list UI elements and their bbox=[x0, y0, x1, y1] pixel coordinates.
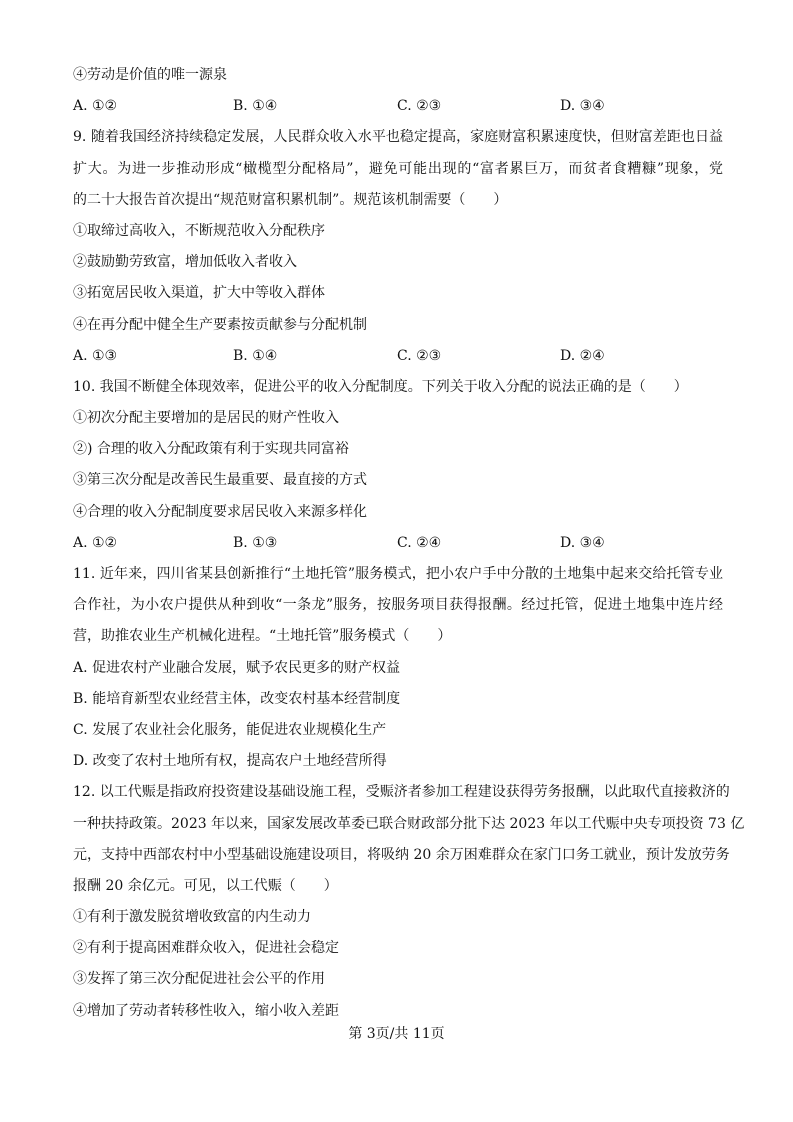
q8-options bbox=[73, 95, 723, 126]
q10-item-4: ④合理的收入分配制度要求居民收入来源多样化 bbox=[73, 503, 367, 520]
q9-option-b: B. ①④ bbox=[233, 347, 278, 364]
q10-item-2: ②) 合理的收入分配政策有利于实现共同富裕 bbox=[73, 441, 349, 458]
q12-stem-line: 一种扶持政策。2023 年以来，国家发展改革委已联合财政部分批下达 2023 年以工代赈中央专项投资 73 亿 bbox=[73, 815, 745, 832]
page-footer: 第 3页/共 11页 bbox=[348, 1026, 445, 1042]
q8-option-c: C. ②③ bbox=[397, 98, 442, 115]
q12-item-3: ③发挥了第三次分配促进社会公平的作用 bbox=[73, 971, 325, 988]
q10-option-a: A. ①② bbox=[73, 534, 118, 551]
q12-stem-line: 12. 以工代赈是指政府投资建设基础设施工程，受赈济者参加工程建设获得劳务报酬，以此取代直接救济的 bbox=[73, 784, 730, 801]
q9-stem-line: 的二十大报告首次提出“规范财富积累机制”。规范该机制需要（ ） bbox=[73, 191, 508, 208]
q10-option-b: B. ①③ bbox=[233, 534, 278, 551]
q12-item-1: ①有利于激发脱贫增收致富的内生动力 bbox=[73, 909, 311, 926]
q11-choice-b: B. 能培育新型农业经营主体，改变农村基本经营制度 bbox=[73, 690, 401, 707]
q11-choice-d: D. 改变了农村土地所有权，提高农户土地经营所得 bbox=[73, 753, 387, 770]
q12-item-4: ④增加了劳动者转移性收入，缩小收入差距 bbox=[73, 1002, 339, 1019]
q9-options bbox=[73, 345, 723, 376]
q8-option-d: D. ③④ bbox=[560, 98, 605, 115]
q9-item-1: ①取缔过高收入，不断规范收入分配秩序 bbox=[73, 222, 325, 239]
q10-item-3: ③第三次分配是改善民生最重要、最直接的方式 bbox=[73, 472, 367, 489]
q10-option-c: C. ②④ bbox=[397, 534, 442, 551]
q11-stem-line: 11. 近年来，四川省某县创新推行“土地托管”服务模式，把小农户手中分散的土地集中起来交给托管专业 bbox=[73, 566, 723, 582]
q8-option-b: B. ①④ bbox=[233, 98, 278, 115]
q9-item-4: ④在再分配中健全生产要素按贡献参与分配机制 bbox=[73, 316, 367, 333]
q9-item-3: ③拓宽居民收入渠道，扩大中等收入群体 bbox=[73, 285, 325, 302]
q8-item-4: ④劳动是价值的唯一源泉 bbox=[73, 67, 227, 83]
q9-item-2: ②鼓励勤劳致富，增加低收入者收入 bbox=[73, 254, 297, 271]
q10-stem-line: 10. 我国不断健全体现效率，促进公平的收入分配制度。下列关于收入分配的说法正确的是（ ） bbox=[73, 378, 688, 395]
q11-stem-line: 营，助推农业生产机械化进程。“土地托管”服务模式（ ） bbox=[73, 628, 452, 645]
q12-item-2: ②有利于提高困难群众收入，促进社会稳定 bbox=[73, 940, 339, 957]
q9-stem-line: 9. 随着我国经济持续稳定发展，人民群众收入水平也稳定提高，家庭财富积累速度快，但财富差距也日益 bbox=[73, 129, 723, 146]
q10-options bbox=[73, 532, 723, 563]
q10-item-1: ①初次分配主要增加的是居民的财产性收入 bbox=[73, 410, 339, 427]
q11-stem-line: 合作社，为小农户提供从种到收“一条龙”服务，按服务项目获得报酬。经过托管，促进土地集中连片经 bbox=[73, 597, 723, 614]
q11-choice-c: C. 发展了农业社会化服务，能促进农业规模化生产 bbox=[73, 721, 387, 738]
q9-option-c: C. ②③ bbox=[397, 347, 442, 364]
q11-choice-a: A. 促进农村产业融合发展，赋予农民更多的财产权益 bbox=[73, 659, 401, 676]
document-body bbox=[73, 64, 745, 1031]
q10-option-d: D. ③④ bbox=[560, 534, 605, 551]
q9-option-d: D. ②④ bbox=[560, 347, 605, 364]
q9-stem-line: 扩大。为进一步推动形成“橄榄型分配格局”，避免可能出现的“富者累巨万，而贫者食糟糠”现象，党 bbox=[73, 160, 723, 177]
q9-option-a: A. ①③ bbox=[73, 347, 118, 364]
q12-stem-line: 报酬 20 余亿元。可见，以工代赈（ ） bbox=[73, 877, 338, 894]
q12-stem-line: 元，支持中西部农村中小型基础设施建设项目，将吸纳 20 余万困难群众在家门口务工就业，预计发放劳务 bbox=[73, 846, 730, 863]
q8-option-a: A. ①② bbox=[73, 98, 118, 115]
